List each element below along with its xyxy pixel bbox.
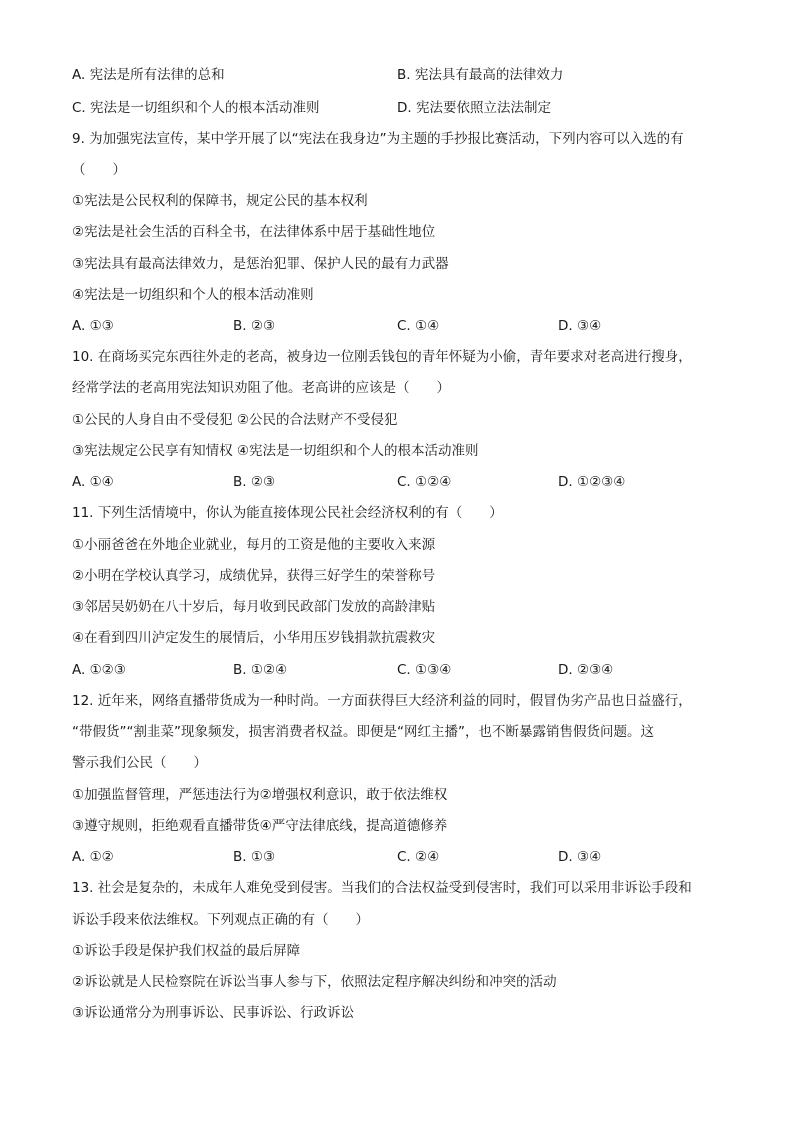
prev-option-a: A. 宪法是所有法律的总和 — [72, 67, 225, 83]
q9-stem: 9. 为加强宪法宣传，某中学开展了以“宪法在我身边”为主题的手抄报比赛活动，下列内容可以入选的有 — [72, 131, 684, 147]
q12-item-2: ③遵守规则，拒绝观看直播带货④严守法律底线，提高道德修养 — [72, 818, 448, 834]
q10-option-a: A. ①④ — [72, 474, 114, 490]
q12-item-1: ①加强监督管理，严惩违法行为②增强权利意识，敢于依法维权 — [72, 787, 448, 803]
q9-stem-cont: （ ） — [72, 162, 126, 178]
q9-item-4: ④宪法是一切组织和个人的根本活动准则 — [72, 287, 314, 303]
q12-stem-cont: “带假货”“割韭菜”现象频发，损害消费者权益。即便是“网红主播”，也不断暴露销售假货问题。这 — [72, 724, 654, 740]
q10-item-2: ③宪法规定公民享有知情权 ④宪法是一切组织和个人的根本活动准则 — [72, 443, 479, 459]
q12-option-d: D. ③④ — [558, 849, 602, 865]
q11-stem: 11. 下列生活情境中，你认为能直接体现公民社会经济权利的有（ ） — [72, 505, 503, 521]
q13-item-1: ①诉讼手段是保护我们权益的最后屏障 — [72, 943, 301, 959]
q11-item-2: ②小明在学校认真学习，成绩优异，获得三好学生的荣誉称号 — [72, 568, 436, 584]
q11-option-d: D. ②③④ — [558, 662, 614, 678]
q12-option-b: B. ①③ — [233, 849, 276, 865]
q9-option-b: B. ②③ — [233, 318, 276, 334]
q11-item-3: ③邻居吴奶奶在八十岁后，每月收到民政部门发放的高龄津贴 — [72, 599, 436, 615]
q12-option-a: A. ①② — [72, 849, 114, 865]
q13-item-2: ②诉讼就是人民检察院在诉讼当事人参与下，依照法定程序解决纠纷和冲突的活动 — [72, 974, 557, 990]
q12-option-c: C. ②④ — [397, 849, 440, 865]
q9-option-a: A. ①③ — [72, 318, 114, 334]
q12-stem: 12. 近年来，网络直播带货成为一种时尚。一方面获得巨大经济利益的同时，假冒伪劣产品也日益盛行， — [72, 693, 692, 709]
q12-stem-cont-2: 警示我们公民（ ） — [72, 755, 207, 771]
q9-item-2: ②宪法是社会生活的百科全书，在法律体系中居于基础性地位 — [72, 224, 436, 240]
q11-option-a: A. ①②③ — [72, 662, 126, 678]
q10-stem: 10. 在商场买完东西往外走的老高，被身边一位刚丢钱包的青年怀疑为小偷，青年要求对老高进行搜身， — [72, 349, 692, 365]
q13-stem: 13. 社会是复杂的，未成年人难免受到侵害。当我们的合法权益受到侵害时，我们可以采用非诉讼手段和 — [72, 880, 692, 896]
q11-option-b: B. ①②④ — [233, 662, 288, 678]
prev-option-d: D. 宪法要依照立法法制定 — [397, 100, 551, 116]
prev-option-b: B. 宪法具有最高的法律效力 — [397, 67, 564, 83]
q10-option-d: D. ①②③④ — [558, 474, 626, 490]
q10-stem-cont: 经常学法的老高用宪法知识劝阻了他。老高讲的应该是（ ） — [72, 380, 450, 396]
q9-item-3: ③宪法具有最高法律效力，是惩治犯罪、保护人民的最有力武器 — [72, 256, 449, 272]
q11-item-1: ①小丽爸爸在外地企业就业，每月的工资是他的主要收入来源 — [72, 537, 436, 553]
q10-option-c: C. ①②④ — [397, 474, 452, 490]
q11-option-c: C. ①③④ — [397, 662, 452, 678]
q13-stem-cont: 诉讼手段来依法维权。下列观点正确的有（ ） — [72, 912, 369, 928]
q13-item-3: ③诉讼通常分为刑事诉讼、民事诉讼、行政诉讼 — [72, 1005, 355, 1021]
q10-option-b: B. ②③ — [233, 474, 276, 490]
q10-item-1: ①公民的人身自由不受侵犯 ②公民的合法财产不受侵犯 — [72, 412, 398, 428]
prev-option-c: C. 宪法是一切组织和个人的根本活动准则 — [72, 100, 320, 116]
q9-option-d: D. ③④ — [558, 318, 602, 334]
q9-item-1: ①宪法是公民权利的保障书，规定公民的基本权利 — [72, 193, 368, 209]
q11-item-4: ④在看到四川泸定发生的展情后，小华用压岁钱捐款抗震救灾 — [72, 630, 436, 646]
q9-option-c: C. ①④ — [397, 318, 440, 334]
